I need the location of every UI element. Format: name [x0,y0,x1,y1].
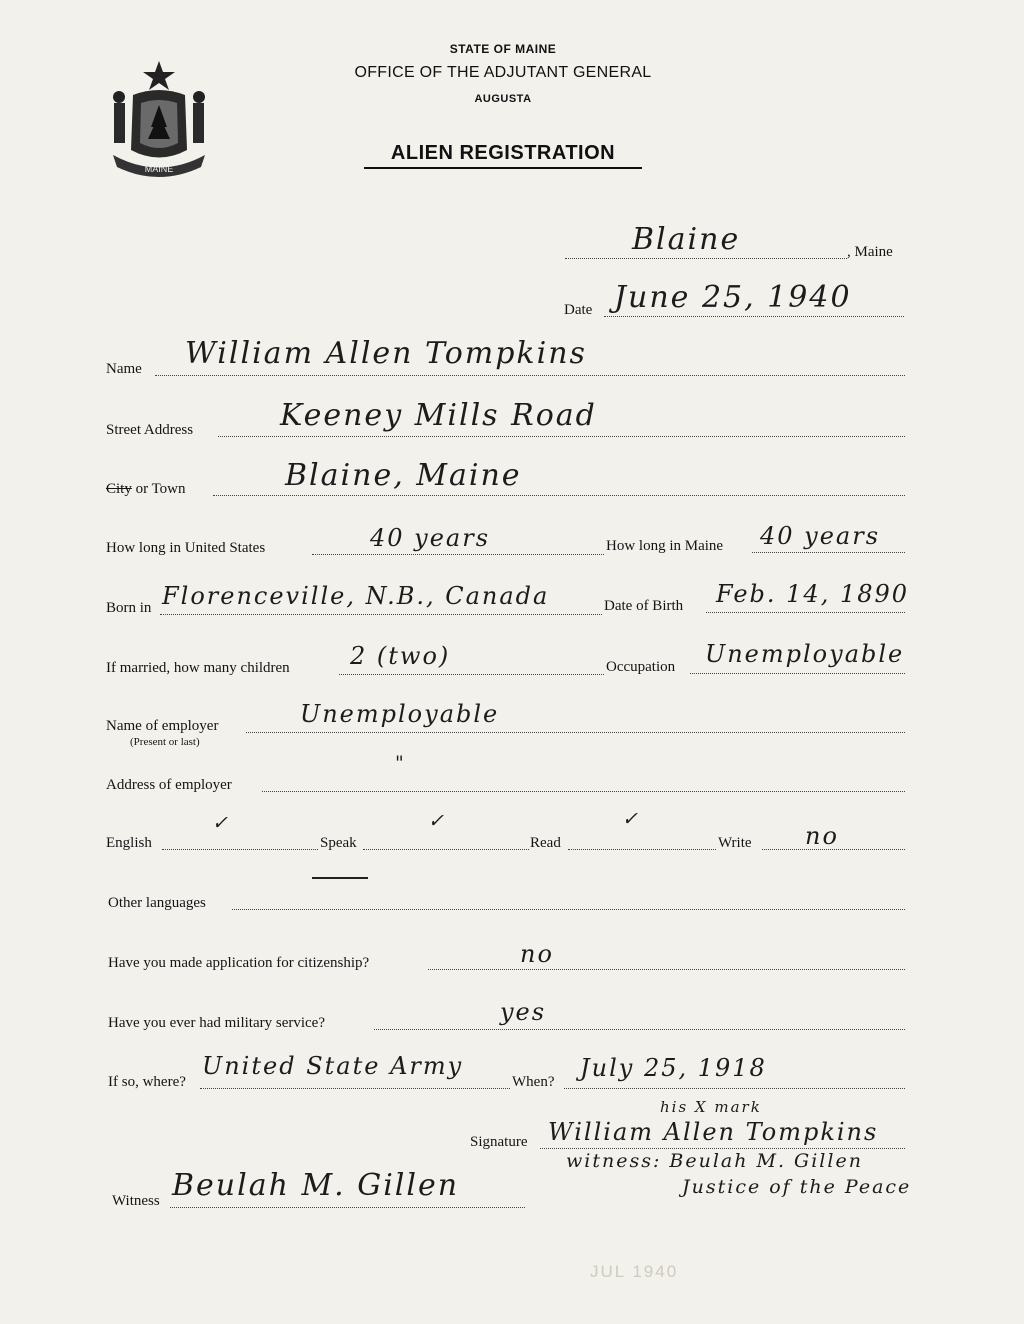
employer-value: Unemployable [300,700,500,728]
signature-value: William Allen Tompkins [548,1118,879,1146]
military-value: yes [500,998,547,1026]
witness-line [170,1207,525,1208]
place-label: , Maine [847,244,893,260]
children-line [339,674,604,675]
town-value: Blaine, Maine [285,458,522,493]
signature-label: Signature [470,1134,528,1150]
where-line [200,1088,510,1089]
employer-address-label: Address of employer [106,777,232,793]
born-line [160,614,602,615]
years-maine-label: How long in Maine [606,538,724,554]
citizenship-value: no [520,940,554,968]
children-value: 2 (two) [350,642,451,670]
dob-value: Feb. 14, 1890 [716,580,910,608]
english-line [162,849,318,850]
employer-label: Name of employer [106,718,219,734]
citizenship-label: Have you made application for citizenship? [108,955,370,971]
signature-title-line: Justice of the Peace [682,1176,912,1198]
employer-line [246,732,905,733]
signature-line [540,1148,905,1149]
date-value: June 25, 1940 [614,280,852,315]
occupation-line [690,673,905,674]
born-label: Born in [106,600,152,616]
english-value: ✓ [212,812,230,834]
years-us-value: 40 years [370,524,491,552]
occupation-label: Occupation [606,659,676,675]
years-us-label: How long in United States [106,540,266,556]
dob-label: Date of Birth [604,598,684,614]
employer-address-line [262,791,905,792]
place-value: Blaine [632,222,741,257]
children-label: If married, how many children [106,660,290,676]
employer-address-value: " [395,752,406,774]
state-seal-icon [105,55,213,180]
signature-witness-line: witness: Beulah M. Gillen [566,1150,863,1172]
when-value: July 25, 1918 [580,1054,767,1082]
read-line [568,849,716,850]
years-maine-line [752,552,905,553]
header-state: STATE OF MAINE [449,42,557,56]
write-value: no [805,822,839,850]
name-value: William Allen Tompkins [185,336,587,371]
dash-mark [312,877,368,879]
dob-line [706,612,905,613]
employer-sublabel: (Present or last) [130,736,200,748]
form-title: ALIEN REGISTRATION [390,142,616,164]
when-line [564,1088,905,1089]
write-label: Write [718,835,752,851]
header-office: OFFICE OF THE ADJUTANT GENERAL [354,64,652,81]
town-label: City or Town [106,481,186,497]
speak-label: Speak [320,835,357,851]
years-maine-value: 40 years [760,522,881,550]
read-label: Read [530,835,561,851]
name-label: Name [106,361,142,377]
years-us-line [312,554,604,555]
place-line [565,258,847,259]
other-languages-line [232,909,905,910]
military-label: Have you ever had military service? [108,1015,325,1031]
street-value: Keeney Mills Road [280,398,597,433]
where-value: United State Army [202,1052,464,1080]
speak-line [363,849,529,850]
read-value: ✓ [622,808,640,830]
when-label: When? [512,1074,555,1090]
english-label: English [106,835,152,851]
svg-text:MAINE: MAINE [144,164,174,174]
street-label: Street Address [106,422,194,438]
town-line [213,495,905,496]
street-line [218,436,905,437]
witness-label: Witness [112,1193,160,1209]
his-mark: his X mark [660,1098,762,1116]
where-label: If so, where? [108,1074,186,1090]
witness-value: Beulah M. Gillen [172,1168,460,1203]
born-value: Florenceville, N.B., Canada [162,582,550,610]
speak-value: ✓ [428,810,446,832]
date-label: Date [564,302,593,318]
name-line [155,375,905,376]
other-languages-label: Other languages [108,895,206,911]
header-city: AUGUSTA [474,93,532,105]
occupation-value: Unemployable [705,640,905,668]
citizenship-line [428,969,905,970]
military-line [374,1029,905,1030]
received-stamp: JUL 1940 [590,1262,679,1281]
title-underline [364,167,642,169]
date-line [604,316,904,317]
